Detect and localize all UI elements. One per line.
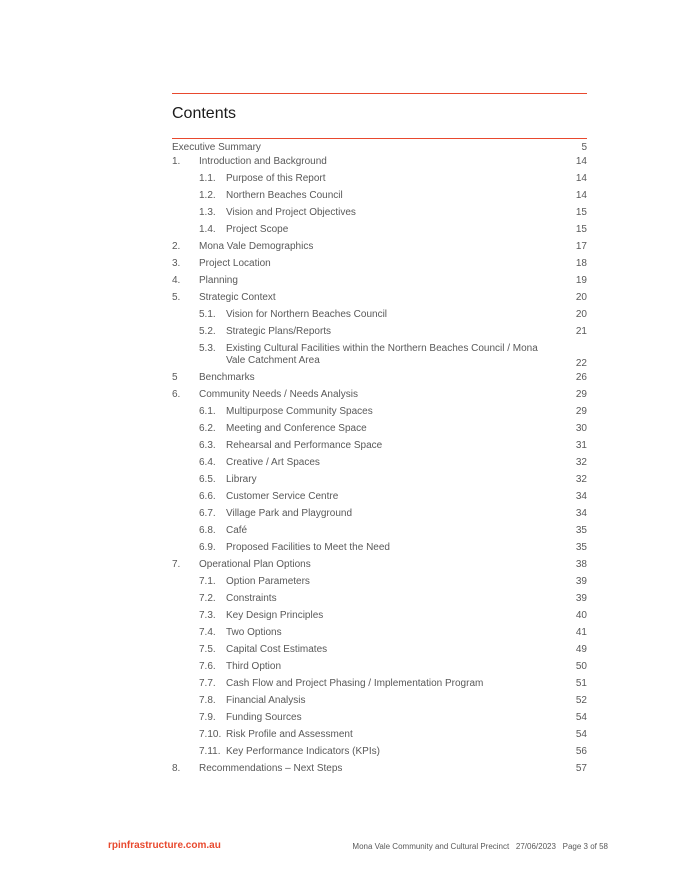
toc-entry-page: 22 [575, 358, 587, 369]
page-title: Contents [172, 105, 237, 122]
toc-entry[interactable] [172, 457, 587, 474]
toc-entry-page: 39 [575, 576, 587, 587]
toc-entry-label: Village Park and Playground [226, 508, 353, 519]
toc-entry[interactable] [172, 661, 587, 678]
toc-entry-number: 8. [172, 763, 181, 774]
toc-entry-label: Funding Sources [226, 712, 302, 723]
toc-entry[interactable] [172, 678, 587, 695]
toc-entry-number: 7.2. [199, 593, 216, 604]
toc-entry-label: Library [226, 474, 257, 485]
toc-entry-number: 5.2. [199, 326, 216, 337]
toc-entry-label: Planning [199, 275, 238, 286]
toc-entry[interactable] [172, 156, 587, 173]
toc-entry-number: 6.6. [199, 491, 216, 502]
toc-entry-number: 1.3. [199, 207, 216, 218]
toc-entry-label: Strategic Plans/Reports [226, 326, 332, 337]
toc-entry-label: Constraints [226, 593, 277, 604]
toc-entry-page: 14 [575, 156, 587, 167]
toc-entry-page: 14 [575, 190, 587, 201]
toc-entry-number: 7.1. [199, 576, 216, 587]
toc-entry[interactable] [172, 474, 587, 491]
toc-entry[interactable] [172, 729, 587, 746]
toc-entry[interactable] [172, 173, 587, 190]
toc-entry-page: 35 [575, 542, 587, 553]
toc-entry-label: Third Option [226, 661, 282, 672]
toc-entry-label: Strategic Context [199, 292, 276, 303]
toc-entry-page: 18 [575, 258, 587, 269]
toc-entry-label: Proposed Facilities to Meet the Need [226, 542, 390, 553]
toc-entry[interactable] [172, 712, 587, 729]
toc-entry-page: 21 [575, 326, 587, 337]
toc-entry-page: 20 [575, 292, 587, 303]
toc-entry-number: 5.1. [199, 309, 216, 320]
toc-entry-page: 50 [575, 661, 587, 672]
toc-entry-label: Vision for Northern Beaches Council [226, 309, 388, 320]
toc-entry-number: 1.2. [199, 190, 216, 201]
toc-entry-page: 34 [575, 491, 587, 502]
toc-entry-label: Project Location [199, 258, 271, 269]
toc-entry-label: Recommendations – Next Steps [199, 763, 343, 774]
toc-entry[interactable] [172, 746, 587, 763]
toc-entry-label: Executive Summary [172, 142, 261, 153]
footer-page: Page 3 of 58 [562, 842, 608, 851]
toc-entry[interactable] [172, 423, 587, 440]
toc-entry[interactable] [172, 343, 587, 372]
toc-entry-page: 19 [575, 275, 587, 286]
toc-entry-number: 6.8. [199, 525, 216, 536]
toc-entry-number: 5.3. [199, 343, 216, 354]
toc-entry-page: 34 [575, 508, 587, 519]
toc-entry-label: Capital Cost Estimates [226, 644, 328, 655]
toc-entry-number: 5 [172, 372, 178, 383]
toc-entry[interactable] [172, 559, 587, 576]
footer-brand: rpinfrastructure.com.au [108, 840, 221, 851]
toc-entry-page: 32 [575, 457, 587, 468]
footer-info [352, 842, 608, 851]
toc-entry-number: 6. [172, 389, 181, 400]
toc-entry[interactable] [172, 258, 587, 275]
toc-entry-number: 7.6. [199, 661, 216, 672]
toc-entry-label: Northern Beaches Council [226, 190, 343, 201]
toc-entry-page: 5 [581, 142, 587, 153]
toc-entry-number: 6.7. [199, 508, 216, 519]
toc-entry-page: 51 [575, 678, 587, 689]
toc-entry[interactable] [172, 224, 587, 241]
toc-entry-number: 2. [172, 241, 181, 252]
table-of-contents [172, 138, 587, 780]
toc-entry-page: 32 [575, 474, 587, 485]
toc-entry-number: 4. [172, 275, 181, 286]
toc-entry[interactable] [172, 292, 587, 309]
toc-entry-label: Benchmarks [199, 372, 255, 383]
toc-entry-label: Café [226, 525, 248, 536]
toc-entry[interactable] [172, 508, 587, 525]
toc-entry-label: Multipurpose Community Spaces [226, 406, 373, 417]
toc-entry[interactable] [172, 326, 587, 343]
toc-entry-page: 29 [575, 389, 587, 400]
toc-entry-label: Creative / Art Spaces [226, 457, 320, 468]
toc-entry-number: 7.9. [199, 712, 216, 723]
toc-entry-label: Key Design Principles [226, 610, 324, 621]
toc-entry[interactable] [172, 593, 587, 610]
toc-entry[interactable] [172, 389, 587, 406]
toc-entry[interactable] [172, 372, 587, 389]
toc-entry-number: 6.9. [199, 542, 216, 553]
toc-entry-label: Key Performance Indicators (KPIs) [226, 746, 380, 757]
header-rule [172, 93, 587, 94]
toc-entry[interactable] [172, 644, 587, 661]
toc-entry-page: 38 [575, 559, 587, 570]
toc-entry-page: 41 [575, 627, 587, 638]
toc-entry-page: 14 [575, 173, 587, 184]
toc-entry-number: 6.3. [199, 440, 216, 451]
toc-entry-number: 6.4. [199, 457, 216, 468]
toc-entry-page: 56 [575, 746, 587, 757]
toc-entry-number: 7.5. [199, 644, 216, 655]
toc-entry-number: 3. [172, 258, 181, 269]
footer-date: 27/06/2023 [515, 842, 556, 851]
toc-entry-label: Meeting and Conference Space [226, 423, 367, 434]
toc-entry[interactable] [172, 576, 587, 593]
toc-entry-number: 7.4. [199, 627, 216, 638]
toc-entry-number: 6.1. [199, 406, 216, 417]
toc-entry-label: Purpose of this Report [226, 173, 326, 184]
toc-entry[interactable] [172, 440, 587, 457]
toc-entry-label: Vision and Project Objectives [226, 207, 356, 218]
toc-entry[interactable] [172, 207, 587, 224]
toc-entry-number: 7. [172, 559, 181, 570]
toc-entry-number: 5. [172, 292, 181, 303]
toc-entry-label: Cash Flow and Project Phasing / Implementation Program [226, 678, 484, 689]
toc-entry-label: Existing Cultural Facilities within the Northern Beaches Council / Mona Vale Catchment Area [226, 343, 538, 366]
toc-entry-label: Rehearsal and Performance Space [226, 440, 383, 451]
toc-entry[interactable] [172, 275, 587, 292]
toc-entry-page: 17 [575, 241, 587, 252]
toc-entry[interactable] [172, 190, 587, 207]
toc-entry[interactable] [172, 610, 587, 627]
toc-entry-number: 6.5. [199, 474, 216, 485]
toc-entry-page: 40 [575, 610, 587, 621]
toc-entry-label: Risk Profile and Assessment [226, 729, 353, 740]
toc-entry-page: 15 [575, 224, 587, 235]
toc-entry[interactable] [172, 406, 587, 423]
toc-entry-number: 7.8. [199, 695, 216, 706]
toc-entry-label: Financial Analysis [226, 695, 306, 706]
toc-entry-page: 49 [575, 644, 587, 655]
toc-entry-label: Operational Plan Options [199, 559, 311, 570]
toc-entry-page: 26 [575, 372, 587, 383]
toc-entry-label: Mona Vale Demographics [199, 241, 314, 252]
toc-entry-label: Project Scope [226, 224, 289, 235]
toc-entry-page: 31 [575, 440, 587, 451]
toc-entry-number: 7.10. [199, 729, 222, 740]
toc-entry-label: Option Parameters [226, 576, 310, 587]
toc-entry[interactable] [172, 309, 587, 326]
toc-entry-page: 54 [575, 729, 587, 740]
toc-entry[interactable] [172, 627, 587, 644]
toc-entry-label: Customer Service Centre [226, 491, 339, 502]
toc-entry-page: 52 [575, 695, 587, 706]
toc-entry[interactable] [172, 525, 587, 542]
toc-entry-label: Introduction and Background [199, 156, 327, 167]
toc-entry[interactable] [172, 763, 587, 780]
toc-entry-label: Community Needs / Needs Analysis [199, 389, 358, 400]
toc-entry[interactable] [172, 542, 587, 559]
toc-entry[interactable] [172, 491, 587, 508]
toc-entry-page: 30 [575, 423, 587, 434]
toc-entry-page: 54 [575, 712, 587, 723]
toc-entry-number: 6.2. [199, 423, 216, 434]
toc-entry-number: 7.11. [199, 746, 221, 757]
toc-entry[interactable] [172, 241, 587, 258]
toc-entry-number: 1. [172, 156, 181, 167]
toc-entry-page: 57 [575, 763, 587, 774]
toc-entry-page: 39 [575, 593, 587, 604]
toc-entry-page: 20 [575, 309, 587, 320]
toc-entry-number: 7.3. [199, 610, 216, 621]
toc-entry-number: 7.7. [199, 678, 216, 689]
toc-entry-page: 35 [575, 525, 587, 536]
toc-entry[interactable] [172, 138, 587, 156]
toc-entry-label: Two Options [226, 627, 282, 638]
toc-entry[interactable] [172, 695, 587, 712]
toc-entry-number: 1.1. [199, 173, 216, 184]
toc-entry-page: 29 [575, 406, 587, 417]
toc-entry-page: 15 [575, 207, 587, 218]
footer-project: Mona Vale Community and Cultural Precinct [352, 842, 510, 851]
toc-entry-number: 1.4. [199, 224, 216, 235]
